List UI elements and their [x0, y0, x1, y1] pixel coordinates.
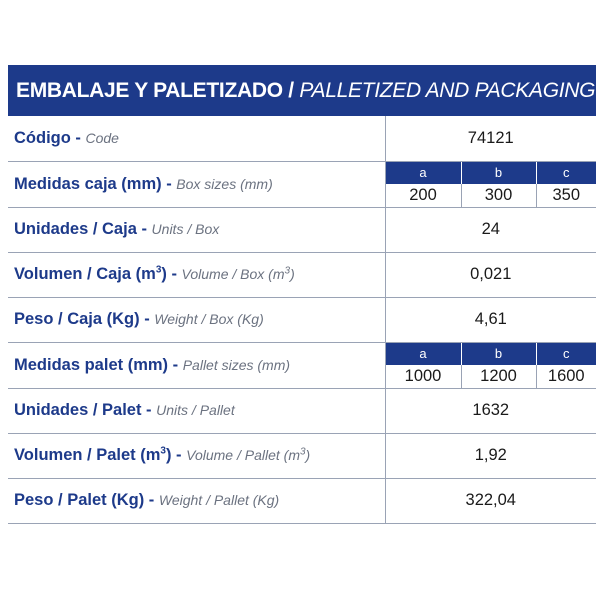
row-label: Unidades / Palet - Units / Pallet: [8, 388, 385, 433]
pallet-dimensions: [385, 342, 596, 388]
section-header: [8, 65, 596, 116]
row-value: 1,92: [385, 433, 596, 478]
header-title-es: EMBALAJE Y PALETIZADO /: [16, 78, 294, 102]
row-value: 0,021: [385, 252, 596, 297]
row-box-sizes: [8, 161, 596, 207]
row-value: 4,61: [385, 297, 596, 342]
dim-value-a: 1000: [386, 365, 462, 388]
packaging-spec-sheet: [8, 65, 596, 524]
row-label: Peso / Caja (Kg) - Weight / Box (Kg): [8, 297, 385, 342]
header-title-en: PALLETIZED AND PACKAGING: [299, 78, 596, 102]
row-units-box: [8, 207, 596, 252]
box-dimensions: [385, 161, 596, 207]
dim-header-b: b: [462, 343, 537, 365]
dim-value-c: 1600: [547, 366, 585, 385]
row-value: 74121: [385, 116, 596, 161]
row-label: Medidas caja (mm) - Box sizes (mm): [8, 161, 385, 207]
dim-value-b: 1200: [462, 365, 537, 388]
row-value: 1632: [385, 388, 596, 433]
row-volume-box: [8, 252, 596, 297]
row-label: Código - Code: [8, 116, 385, 161]
dim-header-c: c: [537, 162, 597, 184]
row-weight-pallet: [8, 478, 596, 523]
row-label: Volumen / Palet $(m^3)$ - Volume / Pallet $(m^3)$: [8, 433, 385, 478]
row-label: Volumen / Caja $(m^3)$ - Volume / Box $(m^3)$: [8, 252, 385, 297]
dim-header-c: c: [537, 343, 597, 365]
row-pallet-sizes: [8, 342, 596, 388]
spec-table: [8, 116, 596, 524]
row-label: Unidades / Caja - Units / Box: [8, 207, 385, 252]
row-label: Peso / Palet (Kg) - Weight / Pallet (Kg): [8, 478, 385, 523]
row-volume-pallet: [8, 433, 596, 478]
dim-value-c: 350: [552, 185, 581, 204]
row-value: 322,04: [385, 478, 596, 523]
row-code: [8, 116, 596, 161]
dim-header-a: a: [386, 343, 462, 365]
row-units-pallet: [8, 388, 596, 433]
row-value: 24: [385, 207, 596, 252]
row-label: Medidas palet (mm) - Pallet sizes (mm): [8, 342, 385, 388]
dim-value-a: 200: [386, 184, 462, 207]
dim-header-a: a: [386, 162, 462, 184]
dim-header-b: b: [462, 162, 537, 184]
dim-value-b: 300: [462, 184, 537, 207]
row-weight-box: [8, 297, 596, 342]
